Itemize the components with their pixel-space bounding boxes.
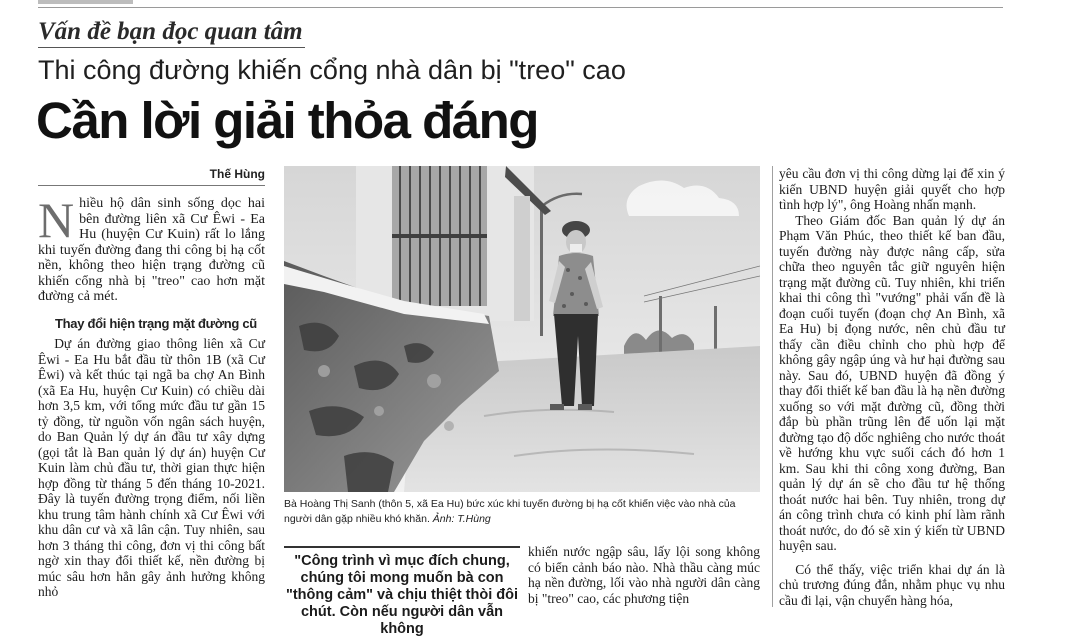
column-divider — [772, 166, 773, 607]
photo-caption — [284, 497, 760, 527]
article-photo — [284, 166, 760, 492]
subheading: Thay đổi hiện trạng mặt đường cũ — [55, 315, 257, 331]
body-paragraph: yêu cầu đơn vị thi công dừng lại để xin ý kiến UBND huyện giải quyết cho hợp tình hợp lý", ông Hoàng nhấn mạnh. — [779, 166, 1005, 212]
photo-credit: Ảnh: T.Hùng — [432, 513, 491, 525]
photo-illustration — [284, 166, 760, 492]
top-section-strip — [38, 0, 1003, 8]
article-column-2 — [528, 544, 760, 606]
section-marker — [38, 0, 133, 4]
caption-text: Bà Hoàng Thị Sanh (thôn 5, xã Ea Hu) bức xúc khi tuyến đường bị hạ cốt khiến việc vào nhà của người dân gặp nhiều khó khăn. — [284, 498, 736, 525]
body-paragraph: Dự án đường giao thông liên xã Cư Êwi - Ea Hu bắt đầu từ thôn 1B (xã Cư Êwi) và kết thúc tại ngã ba chợ An Bình (xã Ea Hu, huyện Cư Kuin) có chiều dài hơn 3,5 km, với tổng mức đầu tư gần 15 tỷ đồng, từ nguồn vốn ngân sách huyện, do Ban Quản lý dự án đầu tư xây dựng (gọi tắt là Ban quản lý dự án) huyện Cư Kuin làm chủ đầu tư, thời gian thực hiện hợp đồng từ tháng 5 đến tháng 10-2021. Đây là tuyến đường trọng điểm, nối liền khu trung tâm hành chính xã Cư Êwi với khu dân cư và xã lân cận. Tuy nhiên, sau hơn 3 tháng thi công, đơn vị thi công bất ngờ xin thay đổi thiết kế, nền đường bị múc sâu hơn hẳn gây ảnh hưởng không nhỏ — [38, 336, 265, 599]
article-column-3 — [779, 166, 1005, 608]
article-column-1 — [38, 192, 265, 600]
subheadline: Thi công đường khiến cổng nhà dân bị "treo" cao — [38, 55, 626, 85]
intro-text: hiều hộ dân sinh sống dọc hai bên đường liên xã Cư Êwi - Ea Hu (huyện Cư Kuin) rất lo lắng khi tuyến đường đang thi công bị hạ cốt nền, không theo hiện trạng đường cũ khiến cổng nhà bị "treo" cao hơn mặt đường cả mét. — [38, 196, 265, 304]
section-tag: Vấn đề bạn đọc quan tâm — [38, 17, 305, 48]
body-paragraph: Theo Giám đốc Ban quản lý dự án Phạm Văn Phúc, theo thiết kế ban đầu, tuyến đường này được nâng cấp, sửa chữa theo nguyên tắc giữ nguyên hiện trạng mặt đường cũ. Tuy nhiên, khi triển khai thi công thì "vướng" phải vấn đề là đoạn cuối tuyến (đoạn chợ An Bình, xã Ea Hu) bị đọng nước, nên chủ đầu tư thấy cần điều chỉnh cho phù hợp để không gây ngập úng và hư hại đường sau này. Sau đó, UBND huyện đã đồng ý thay đổi thiết kế ban đầu là hạ nền đường xuống so với mặt đường cũ, đồng thời đắp bù phần trũng lên để uốn lại mặt đường tạo độ dốc nghiêng cho nước thoát về hướng khu vực suối cách đó hơn 1 km. Sau khi thi công xong đường, Ban quản lý dự án sẽ cho đầu tư hệ thống thoát nước hai bên. Tuy nhiên, trong dự án công trình chưa có kinh phí làm rãnh thoát nước, do đó sẽ xin ý kiến từ UBND huyện sau. — [779, 212, 1005, 553]
drop-cap: N — [38, 192, 75, 248]
body-paragraph: Có thể thấy, việc triển khai dự án là chủ trương đúng đắn, nhằm phục vụ nhu cầu đi lại, vận chuyển hàng hóa, — [779, 561, 1005, 608]
pull-quote: "Công trình vì mục đích chung, chúng tôi mong muốn bà con "thông cảm" và chịu thiệt thòi đôi chút. Còn nếu người dân vẫn không — [284, 546, 520, 638]
headline: Cần lời giải thỏa đáng — [36, 92, 538, 149]
body-paragraph: khiến nước ngập sâu, lấy lội song không có biển cảnh báo nào. Nhà thầu càng múc hạ nền đường, lối vào nhà người dân càng bị "treo" cao, các phương tiện — [528, 544, 760, 606]
intro-paragraph — [38, 192, 265, 305]
byline: Thế Hùng — [209, 167, 265, 181]
byline-rule — [38, 185, 265, 186]
